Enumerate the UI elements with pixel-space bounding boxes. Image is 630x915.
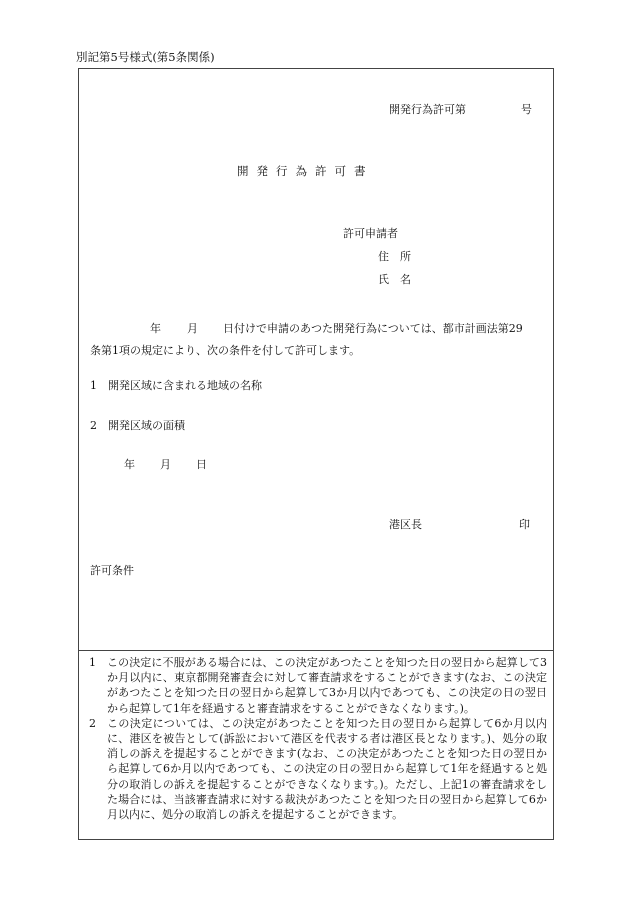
note-text: この決定に不服がある場合には、この決定があつたことを知つた日の翌日から起算して3か月以内に、東京都開発審査会に対して審査請求をすることができます(なお、この決定があつたことを知つた日の翌日から起算して3か月以内であつても、この決定の日の翌日から起算して1年を経過すると審査請求をすることができなくなります。)。 [107,656,547,715]
applicant-heading: 許可申請者 [343,227,398,240]
notes-section [85,655,547,822]
permit-conditions-label: 許可条件 [90,564,134,577]
note-item [85,655,547,716]
applicant-address-label: 住 所 [378,250,411,263]
note-text: この決定については、この決定があつたことを知つた日の翌日から起算して6か月以内に、港区を被告として(訴訟において港区を代表する者は港区長となります。)、処分の取消しの訴えを提起することができます(なお、この決定があつたことを知つた日の翌日から起算して6か月以内であつても、この決定の日の翌日から起算して1年を経過すると処分の取消しの訴えを提起することができなくなります。)。ただし、上記1の審査請求をした場合には、当該審査請求に対する裁決があつたことを知つた日の翌日から起算して6か月以内に、処分の取消しの訴えを提起することができます。 [107,716,547,822]
body-text-line-1: 日付けで申請のあつた開発行為については、都市計画法第29 [223,322,523,335]
seal-mark: 印 [519,518,530,531]
note-number: 2 [89,716,96,730]
body-text-line-2: 条第1項の規定により、次の条件を付して許可します。 [90,344,361,357]
notes-divider [78,650,554,651]
issue-date-year: 年 [124,458,135,471]
note-number: 1 [89,656,96,669]
item-area-name: 1 開発区域に含まれる地域の名称 [90,379,262,392]
issue-date-month: 月 [160,458,171,471]
applicant-name-label: 氏 名 [378,273,411,286]
form-label: 別記第5号様式(第5条関係) [76,50,215,64]
note-item [85,716,547,822]
permit-number-suffix: 号 [521,103,532,116]
document-title: 開発行為許可書 [237,164,374,178]
permit-number-prefix: 開発行為許可第 [389,103,466,116]
issuer-title: 港区長 [389,518,422,531]
application-date-year: 年 [150,322,161,335]
item-area-size: 2 開発区域の面積 [90,419,185,432]
issue-date-day: 日 [196,458,207,471]
application-date-month: 月 [187,322,198,335]
